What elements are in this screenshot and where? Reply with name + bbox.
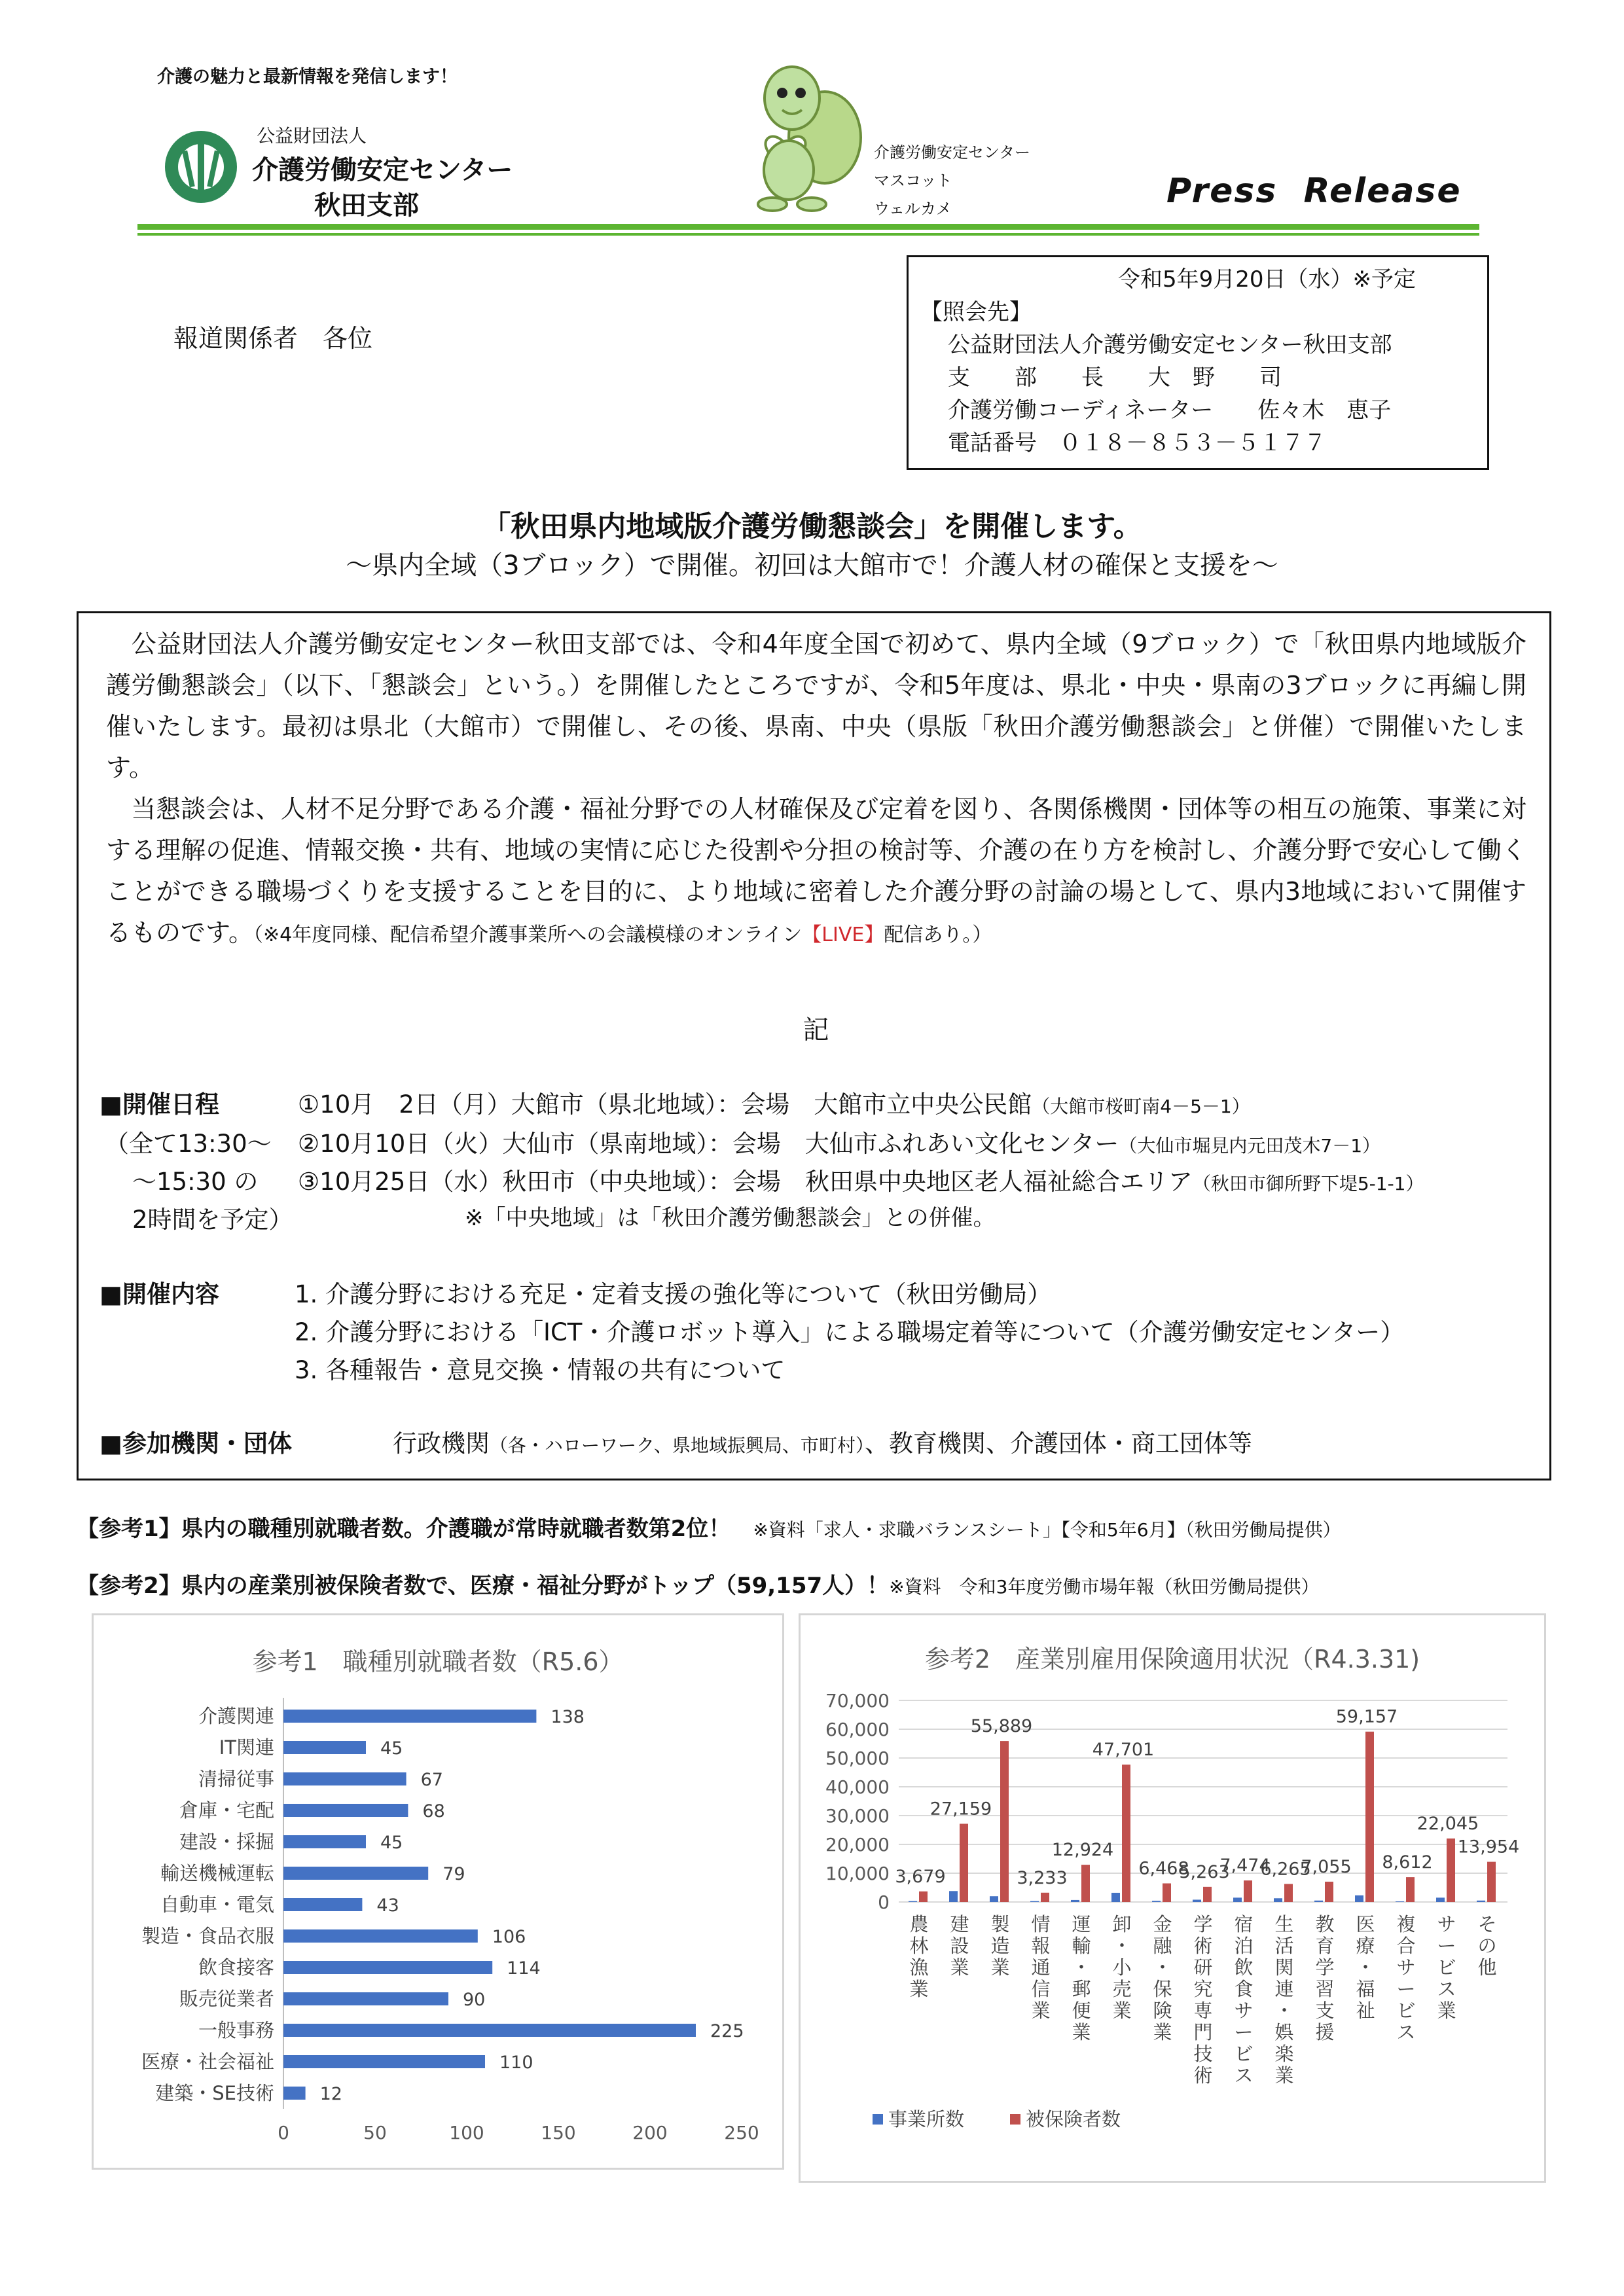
org-branch: 秋田支部 [314,190,419,221]
page-title: 「秋田県内地域版介護労働懇談会」を開催します。 [482,510,1142,543]
paragraph-intro: 公益財団法人介護労働安定センター秋田支部では、令和4年度全国で初めて、県内全域（9ブロック）で「秋田県内地域版介護労働懇談会」（以下、「懇談会」という。）を開催したところですが、令和5年度は、県北・中央・県南の3ブロックに再編し開催いたします。最初は県北（大館市）で開催し、その後、県南、中央（県版「秋田介護労働懇談会」と併催）で開催いたします。 [106,630,1526,782]
x-tick-label: 250 [724,2122,759,2144]
bar [283,1804,408,1817]
bar [1355,1895,1363,1902]
data-label: 12 [319,2084,342,2104]
contact-person: 支 部 長 大 野 司 [948,365,1282,391]
category-label: 生活関連・娯楽業 [1274,1913,1294,2087]
category-label: 宿泊飲食サービス [1234,1913,1254,2087]
data-label: 5,263 [1179,1861,1230,1882]
x-tick-label: 200 [632,2122,668,2144]
bar [1122,1765,1130,1902]
paragraph-note-end: 配信あり。） [884,924,992,946]
schedule-time: （全て13:30～ [105,1130,272,1158]
contact-box [907,255,1489,470]
bar [283,1961,492,1974]
participants: 行政機関（各・ハローワーク、県地域振興局、市町村）、教育機関、介護団体・商工団体等 [393,1429,1252,1458]
press-release-label: Press Release [1166,171,1462,211]
organization-logo [165,131,237,203]
category-label: 飲食接客 [198,1956,274,1979]
data-label: 13,954 [1457,1837,1520,1857]
data-label: 3,233 [1017,1867,1068,1888]
contact-phone: 電話番号 ０１８－８５３－５１７７ [948,430,1326,456]
recipients: 報道関係者 各位 [173,324,373,353]
bar [283,1992,448,2005]
bar [1071,1900,1079,1902]
x-tick-label: 150 [541,2122,576,2144]
y-tick-label: 70,000 [825,1690,890,1712]
bar [283,2055,485,2068]
chart-title: 参考2 産業別雇用保険適用状況（R4.3.31) [924,1645,1420,1674]
category-label: 製造・食品衣服 [141,1925,274,1947]
x-tick-label: 0 [278,2122,289,2144]
schedule-item: ③10月25日（水）秋田市（中央地域）：会場 秋田県中央地区老人福祉総合エリア（秋田市御所野下堤5-1-1） [298,1168,1424,1196]
mascot-caption-line: マスコット [874,171,952,190]
schedule-time: 2時間を予定） [132,1206,293,1234]
legend-swatch [873,2114,883,2125]
bar [1111,1893,1120,1902]
bar [1030,1901,1039,1902]
header-divider [137,233,1479,236]
category-label: サービス業 [1437,1913,1456,2022]
data-label: 45 [380,1833,403,1853]
x-tick-label: 100 [449,2122,484,2144]
header-divider [137,224,1479,230]
main-content-box [77,611,1551,1480]
bar [1447,1839,1455,1902]
category-label: IT関連 [219,1736,274,1759]
data-label: 7,055 [1301,1856,1352,1877]
live-badge: 【LIVE】 [802,924,884,946]
data-label: 3,679 [895,1866,946,1887]
data-label: 47,701 [1092,1740,1155,1761]
bar [1152,1901,1161,1902]
bar [1396,1901,1404,1902]
data-label: 68 [422,1801,445,1821]
data-label: 59,157 [1335,1706,1398,1727]
category-label: 医療・福祉 [1356,1913,1375,2022]
content-label: ■開催内容 [99,1280,219,1308]
mascot-caption [874,139,1030,223]
bar [1365,1732,1374,1902]
y-tick-label: 10,000 [825,1863,890,1884]
data-label: 106 [492,1927,526,1947]
bar [1314,1901,1323,1902]
data-label: 6,468 [1138,1858,1189,1879]
category-label: 清掃従事 [198,1768,274,1790]
bar [1244,1880,1252,1902]
category-label: 建築・SE技術 [155,2082,274,2104]
bar [283,1929,478,1943]
legend-swatch [1010,2114,1020,2125]
category-label: その他 [1477,1913,1497,1979]
category-label: 建設業 [950,1913,969,1979]
bar [283,1772,406,1785]
bar [1041,1893,1049,1902]
data-label: 110 [499,2053,533,2073]
org-type: 公益財団法人 [257,125,367,147]
chart-occupation-svg [94,1615,782,2168]
schedule-item: ②10月10日（火）大仙市（県南地域）：会場 大仙市ふれあい文化センター（大仙市堀見内元田茂木7－1） [298,1130,1381,1158]
category-label: 運輸・郵便業 [1072,1913,1091,2043]
data-label: 55,889 [970,1716,1033,1737]
contact-heading: 【照会先】 [920,299,1032,325]
bar [1163,1884,1171,1902]
content-item: 1. 介護分野における充足・定着支援の強化等について（秋田労働局） [295,1280,1052,1308]
bar [283,2087,306,2100]
bar [990,1896,998,1902]
bar [1274,1898,1282,1902]
reference-1: 【参考1】県内の職種別就職者数。介護職が常時就職者数第2位！ ※資料「求人・求職バランスシート」【令和5年6月】（秋田労働局提供） [77,1516,1341,1542]
bar [1406,1877,1415,1902]
paragraph-note: （※4年度同様、配信希望介護事業所への会議模様のオンライン [253,924,803,946]
mascot-turtle-image [733,59,864,213]
bar [283,2024,696,2037]
category-label: 介護関連 [198,1705,274,1727]
data-label: 114 [507,1958,541,1979]
mascot-caption-line: 介護労働安定センター [874,143,1031,162]
category-label: 教育学習支援 [1315,1913,1335,2043]
chart-occupation [92,1613,784,2170]
bar [909,1901,917,1902]
data-label: 79 [442,1864,465,1884]
legend-label: 事業所数 [888,2108,965,2130]
bar [960,1824,968,1902]
bar [949,1891,958,1902]
bar [1233,1897,1242,1902]
data-label: 6,265 [1260,1859,1311,1880]
ki-marker: 記 [803,1015,829,1045]
paragraph-purpose [106,789,1526,956]
bar [283,1741,366,1754]
category-label: 倉庫・宅配 [179,1799,274,1821]
data-label: 225 [710,2021,744,2041]
bar [1436,1897,1445,1902]
content-item: 3. 各種報告・意見交換・情報の共有について [295,1356,785,1384]
bar [1000,1741,1009,1902]
chart-title: 参考1 職種別就職者数（R5.6） [252,1647,624,1676]
y-tick-label: 60,000 [825,1719,890,1740]
y-tick-label: 30,000 [825,1805,890,1827]
category-label: 農林漁業 [909,1913,929,2000]
bar [919,1892,928,1902]
data-label: 90 [463,1990,486,2010]
data-label: 138 [550,1707,585,1727]
tagline: 介護の魅力と最新情報を発信します！ [157,67,458,87]
y-tick-label: 40,000 [825,1776,890,1798]
data-label: 7,474 [1219,1856,1271,1876]
mascot-caption-line: ウェルカメ [874,200,952,218]
category-label: 複合サービス [1396,1913,1416,2043]
category-label: 卸・小売業 [1112,1913,1132,2022]
y-tick-label: 0 [878,1892,890,1913]
chart-industry [799,1613,1546,2183]
category-label: 自動車・電気 [160,1893,274,1916]
schedule-item: ①10月 2日（月）大館市（県北地域）：会場 大館市立中央公民館（大館市桜町南4－5－1） [298,1090,1250,1119]
y-tick-label: 20,000 [825,1834,890,1856]
schedule-time: ～15:30 の [132,1168,259,1196]
category-label: 製造業 [990,1913,1010,1979]
schedule-label: ■開催日程 [99,1090,219,1119]
x-tick-label: 50 [363,2122,387,2144]
category-label: 学術研究専門技術 [1193,1913,1213,2087]
category-label: 輸送機械運転 [160,1862,274,1884]
contact-org: 公益財団法人介護労働安定センター秋田支部 [948,332,1392,358]
org-name: 介護労働安定センター [252,155,513,185]
y-tick-label: 50,000 [825,1748,890,1769]
reference-2: 【参考2】県内の産業別被保険者数で、医療・福祉分野がトップ（59,157人）！※資料 令和3年度労働市場年報（秋田労働局提供） [77,1573,1320,1599]
page-subtitle: ～県内全域（3ブロック）で開催。初回は大館市で！介護人材の確保と支援を～ [346,550,1278,581]
bar [283,1835,366,1848]
data-label: 12,924 [1051,1840,1114,1861]
category-label: 一般事務 [198,2019,274,2041]
content-item: 2. 介護分野における「ICT・介護ロボット導入」による職場定着等について（介護労働安定センター） [295,1318,1405,1346]
data-label: 43 [376,1895,399,1916]
bar [1325,1882,1333,1902]
data-label: 45 [380,1738,403,1759]
release-date: 令和5年9月20日（水）※予定 [1118,266,1416,293]
chart-industry-svg [801,1615,1544,2181]
bar [1477,1901,1485,1902]
paragraph-purpose-text: 当懇談会は、人材不足分野である介護・福祉分野での人材確保及び定着を図り、各関係機関・団体等の相互の施策、事業に対する理解の促進、情報交換・共有、地域の実情に応じた役割や分担の検討等、介護の在り方を検討し、介護分野で安心して働くことができる職場づくりを支援することを目的に、より地域に密着した介護分野の討論の場として、県内3地域において開催するものです。 [106,795,1526,947]
category-label: 情報通信業 [1031,1913,1051,2022]
bar [283,1710,536,1723]
bar [1081,1865,1090,1902]
contact-person: 介護労働コーディネーター 佐々木 恵子 [948,397,1392,423]
bar [283,1867,428,1880]
bar [283,1898,362,1911]
data-label: 22,045 [1416,1814,1479,1835]
data-label: 8,612 [1382,1852,1433,1873]
legend-label: 被保険者数 [1026,2108,1121,2130]
data-label: 27,159 [929,1799,992,1820]
participants-label: ■参加機関・団体 [99,1429,292,1458]
bar [1193,1899,1201,1902]
data-label: 67 [420,1770,443,1790]
schedule-note: ※「中央地域」は「秋田介護労働懇談会」との併催。 [465,1205,996,1231]
category-label: 金融・保険業 [1153,1913,1172,2043]
category-label: 販売従業者 [179,1988,274,2010]
category-label: 建設・採掘 [179,1831,274,1853]
category-label: 医療・社会福祉 [141,2051,274,2073]
bar [1487,1862,1496,1902]
bar [1203,1887,1212,1902]
bar [1284,1884,1293,1902]
